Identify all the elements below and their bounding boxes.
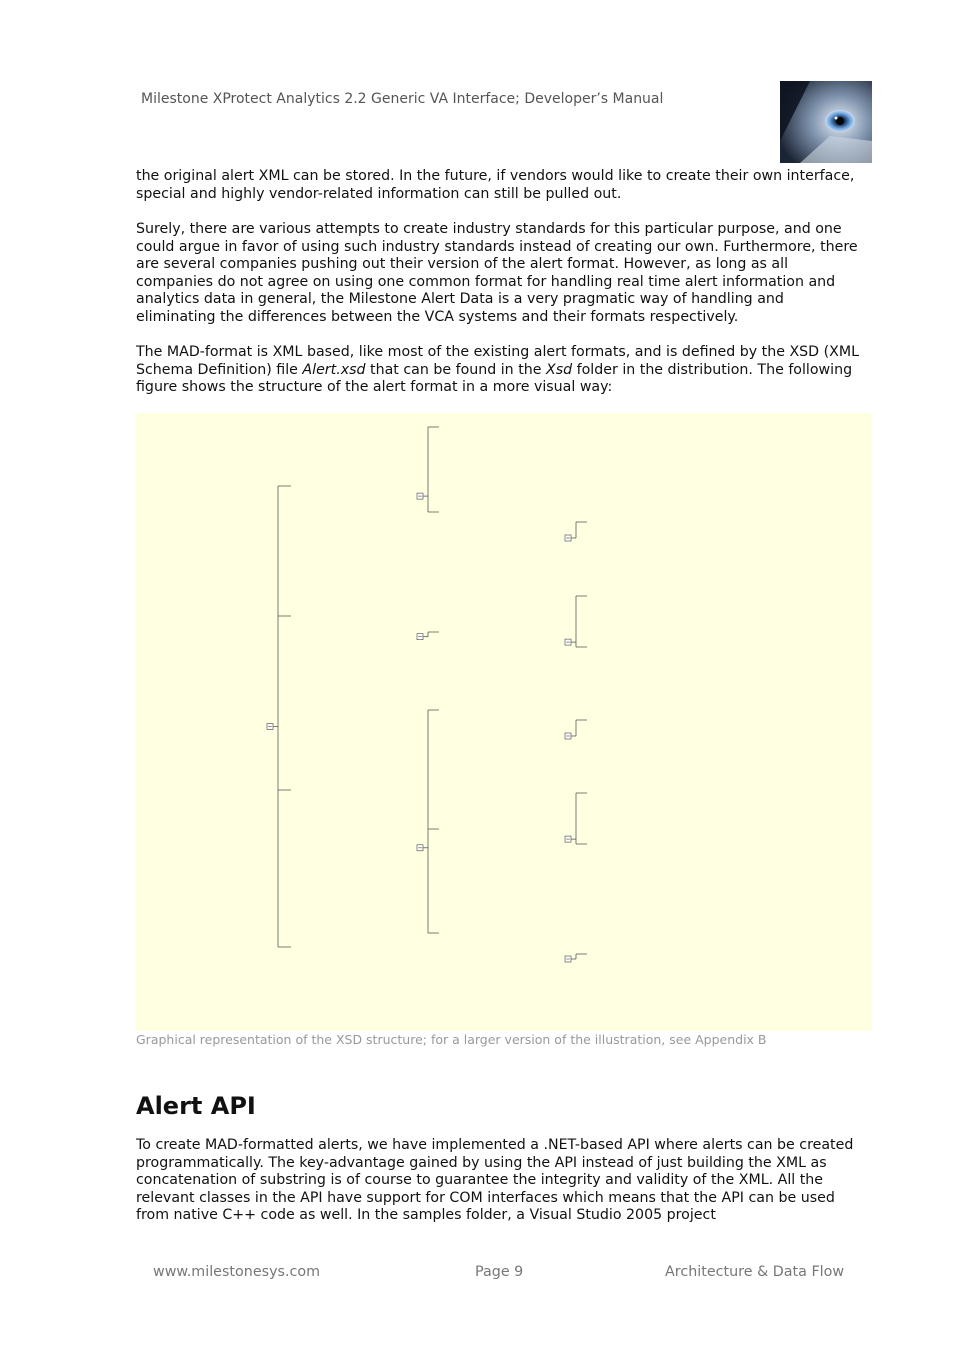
figure-caption: Graphical representation of the XSD structure; for a larger version of the illustration, see Appendix B [136,1032,767,1047]
footer-website: www.milestonesys.com [153,1264,321,1280]
xsd-structure-diagram [136,413,872,1031]
paragraph-1: the original alert XML can be stored. In the future, if vendors would like to create their own interface, special and highly vendor-related information can still be pulled out. [136,168,855,202]
section-heading: Alert API [136,1092,256,1120]
xsd-filename: Alert.xsd [302,361,366,378]
xsd-folder-name: Xsd [545,361,573,378]
footer-section: Architecture & Data Flow [665,1264,845,1280]
paragraph-3-text-a: The MAD-format is XML based, like most of the existing alert formats, and is defined by the XSD (XML Schema Definition) file [136,344,860,378]
paragraph-4: To create MAD-formatted alerts, we have implemented a .NET-based API where alerts can be created programmatically. The key-advantage gained by using the API instead of just building the XML as concatenation of substring is of course to guarantee the integrity and validity of the XML. All the relevant classes in the API have support for COM interfaces which means that the API can be used from native C++ code as well. In the samples folder, a Visual Studio 2005 project [136,1137,854,1224]
paragraph-3-text-e: folder in the distribution. The following figure shows the structure of the alert format in a more visual way: [136,361,853,396]
connector-lines [267,427,587,962]
paragraph-2: Surely, there are various attempts to create industry standards for this particular purpose, and one could argue in favor of using such industry standards instead of creating our own. Furthermore, there are several companies pushing out their version of the alert format. However, as long as all companies do not agree on using one common format for handling real time alert information and analytics data in general, the Milestone Alert Data is a very pragmatic way of handling and eliminating the differences between the VCA systems and their formats respectively. [136,221,858,325]
wolf-eye-logo [780,81,872,163]
paragraph-3-text-c: that can be found in the [365,361,546,378]
paragraph-3 [136,344,866,397]
page-header-title: Milestone XProtect Analytics 2.2 Generic VA Interface; Developer’s Manual [141,91,664,107]
footer-page-number: Page 9 [475,1264,524,1280]
